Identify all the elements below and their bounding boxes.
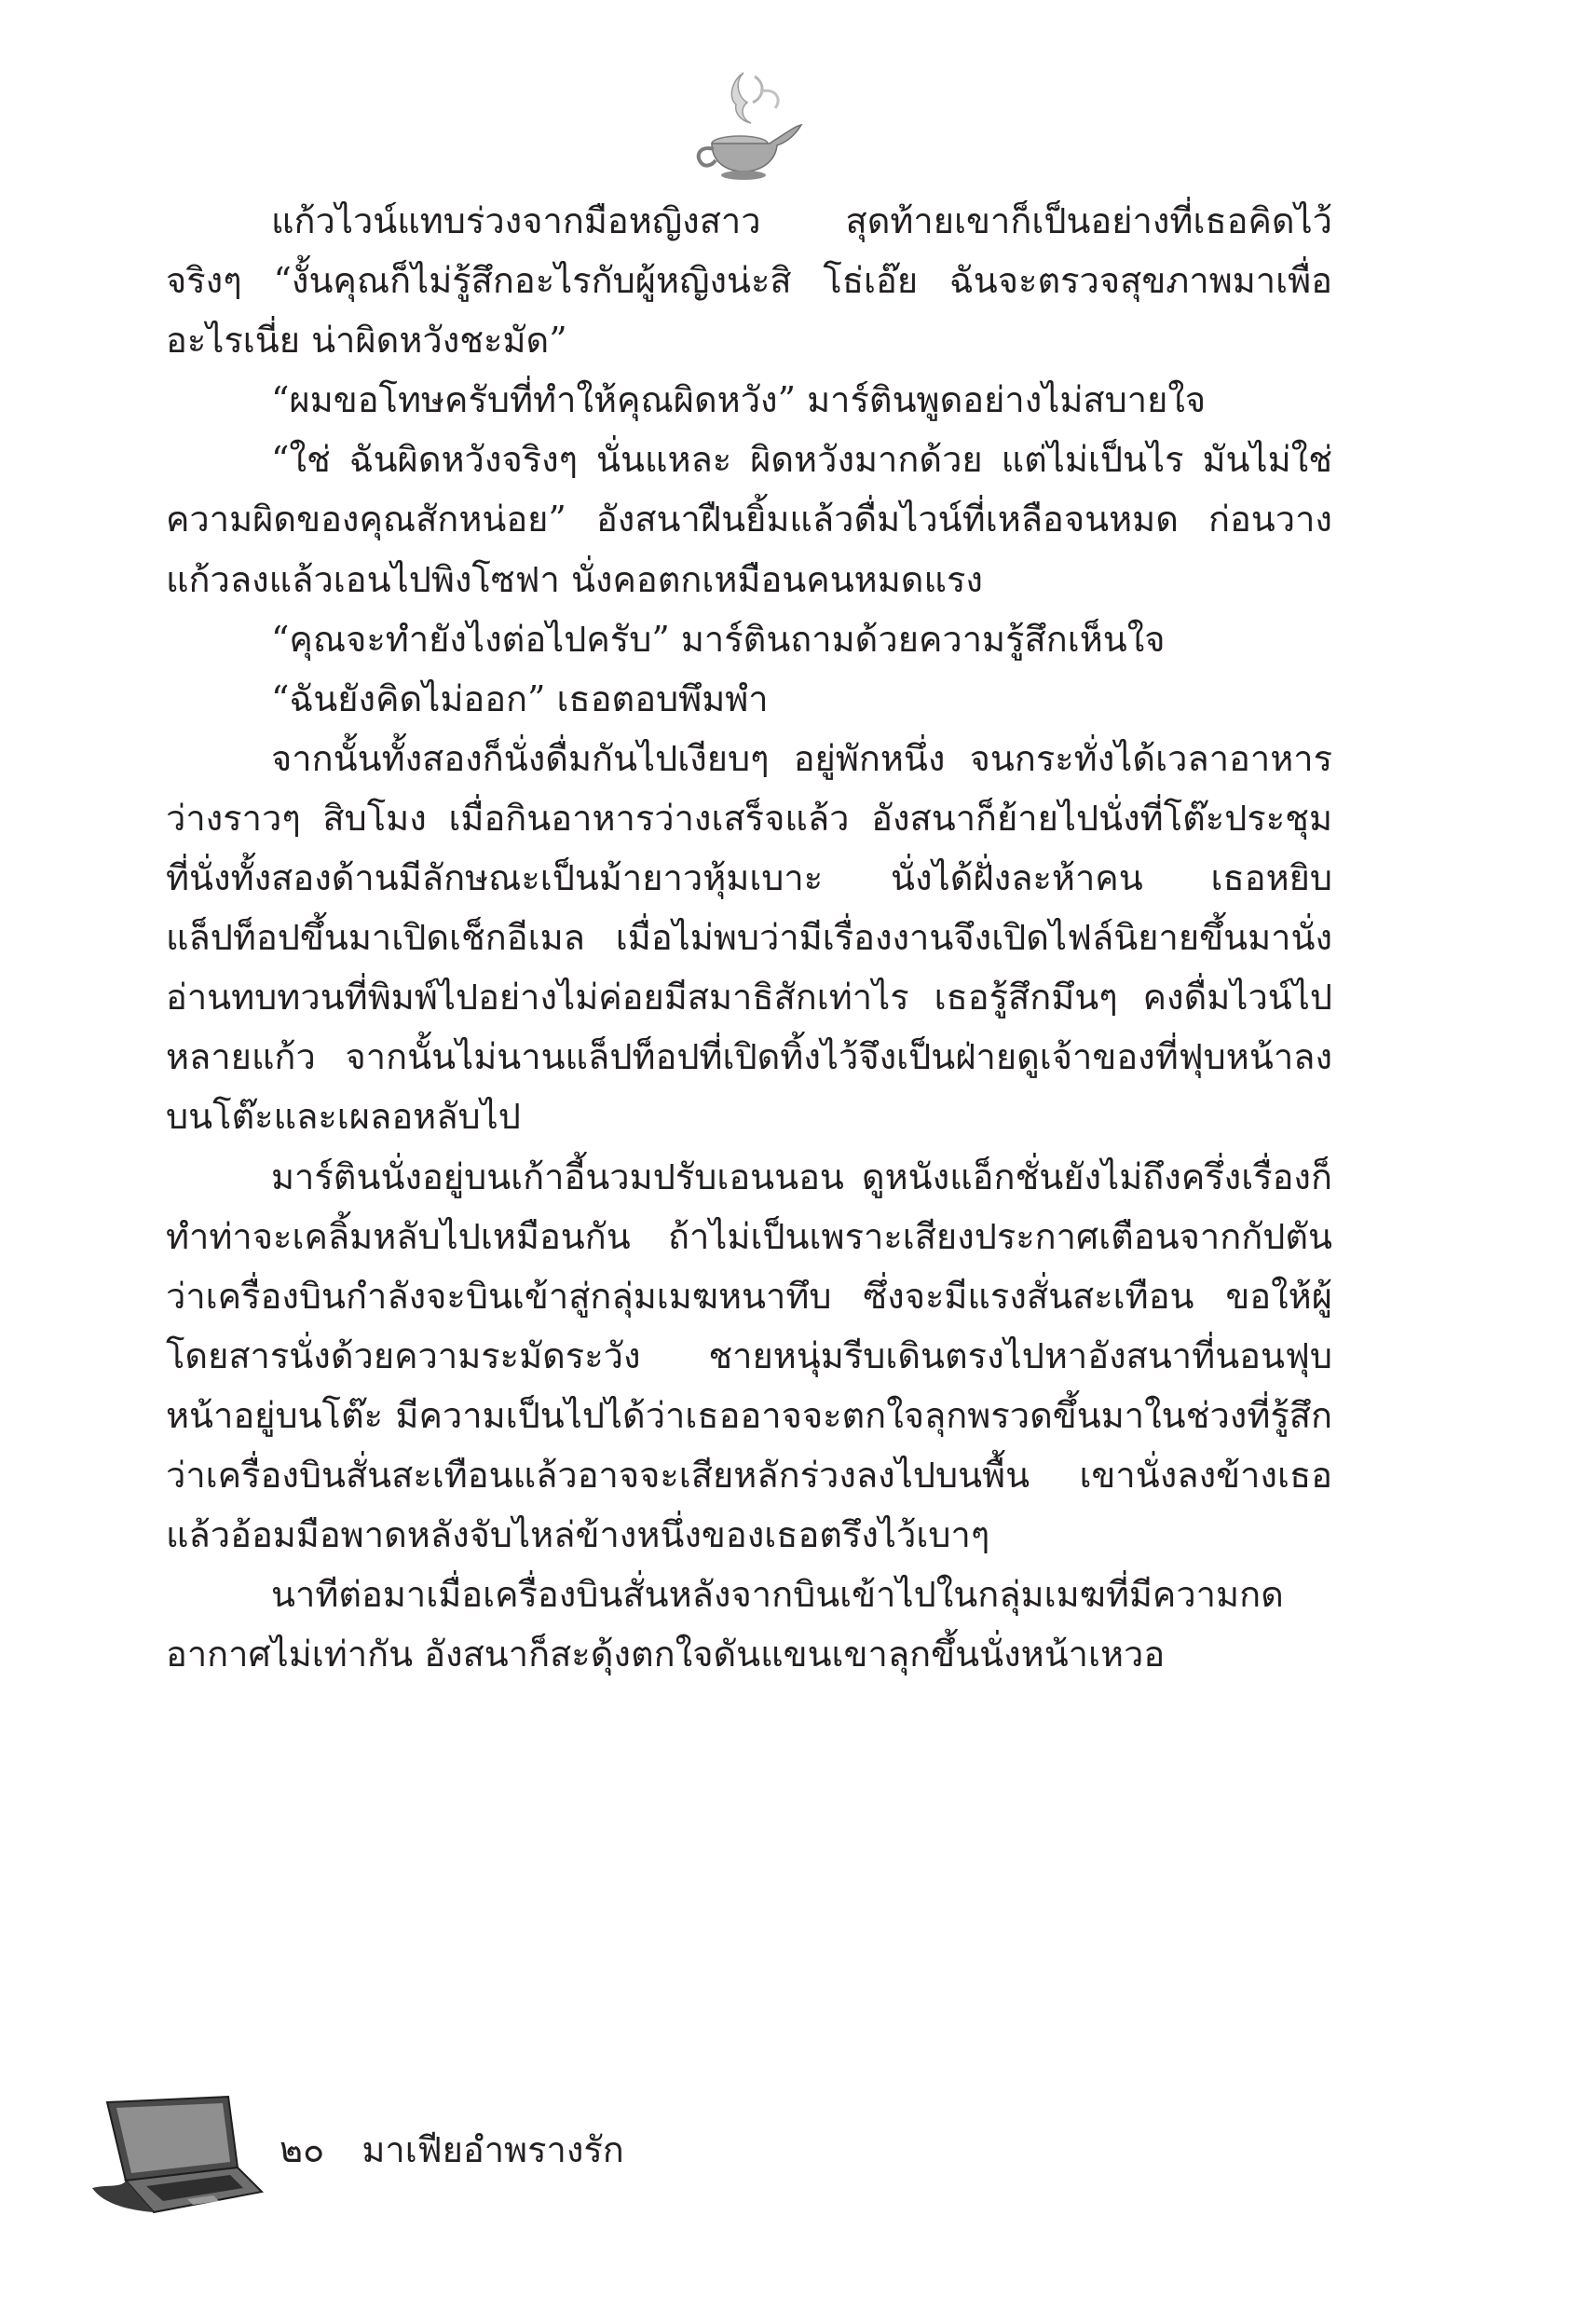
- paragraph: “ผมขอโทษครับที่ทำให้คุณผิดหวัง” มาร์ตินพูดอย่างไม่สบายใจ: [271, 379, 1207, 421]
- paragraph: “คุณจะทำยังไงต่อไปครับ” มาร์ตินถามด้วยความรู้สึกเห็นใจ: [271, 618, 1166, 660]
- book-title: มาเฟียอำพรางรัก: [361, 2129, 624, 2170]
- paragraph: นาทีต่อมาเมื่อเครื่องบินสั่นหลังจากบินเข้าไปในกลุ่มเมฆที่มีความกดอากาศไม่เท่ากัน อังสนาก็สะดุ้งตกใจดันแขนเขาลุกขึ้นนั่งหน้าเหวอ: [166, 1574, 1284, 1675]
- paragraph: “ใช่ ฉันผิดหวังจริงๆ นั่นแหละ ผิดหวังมากด้วย แต่ไม่เป็นไร มันไม่ใช่ความผิดของคุณสักหน่อย” อังสนาฝืนยิ้มแล้วดื่มไวน์ที่เหลือจนหมด ก่อนวางแก้วลงแล้วเอนไปพิงโซฟา นั่งคอตกเหมือนคนหมดแรง: [166, 439, 1332, 600]
- genie-lamp-icon: [686, 65, 807, 186]
- paragraph: “ฉันยังคิดไม่ออก” เธอตอบพึมพำ: [271, 677, 769, 719]
- story-text: [166, 191, 1332, 1684]
- paragraph: มาร์ตินนั่งอยู่บนเก้าอี้นวมปรับเอนนอน ดูหนังแอ็กชั่นยังไม่ถึงครึ่งเรื่องก็ทำท่าจะเคลิ้มหลับไปเหมือนกัน ถ้าไม่เป็นเพราะเสียงประกาศเตือนจากกัปตันว่าเครื่องบินกำลังจะบินเข้าสู่กลุ่มเมฆหนาทึบ ซึ่งจะมีแรงสั่นสะเทือน ขอให้ผู้โดยสารนั่งด้วยความระมัดระวัง ชายหนุ่มรีบเดินตรงไปหาอังสนาที่นอนฟุบหน้าอยู่บนโต๊ะ มีความเป็นไปได้ว่าเธออาจจะตกใจลุกพรวดขึ้นมาในช่วงที่รู้สึกว่าเครื่องบินสั่นสะเทือนแล้วอาจจะเสียหลักร่วงลงไปบนพื้น เขานั่งลงข้างเธอแล้วอ้อมมือพาดหลังจับไหล่ข้างหนึ่งของเธอตรึงไว้เบาๆ: [166, 1156, 1332, 1556]
- page-number: ๒๐: [280, 2129, 325, 2170]
- laptop-icon: [89, 2095, 266, 2216]
- paragraph: แก้วไวน์แทบร่วงจากมือหญิงสาว สุดท้ายเขาก็เป็นอย่างที่เธอคิดไว้จริงๆ “งั้นคุณก็ไม่รู้สึกอะไรกับผู้หญิงน่ะสิ โธ่เอ๊ย ฉันจะตรวจสุขภาพมาเพื่ออะไรเนี่ย น่าผิดหวังชะมัด”: [166, 200, 1332, 362]
- page-footer: [280, 2121, 624, 2178]
- paragraph: จากนั้นทั้งสองก็นั่งดื่มกันไปเงียบๆ อยู่พักหนึ่ง จนกระทั่งได้เวลาอาหารว่างราวๆ สิบโมง เมื่อกินอาหารว่างเสร็จแล้ว อังสนาก็ย้ายไปนั่งที่โต๊ะประชุม ที่นั่งทั้งสองด้านมีลักษณะเป็นม้ายาวหุ้มเบาะ นั่งได้ฝั่งละห้าคน เธอหยิบแล็ปท็อปขึ้นมาเปิดเช็กอีเมล เมื่อไม่พบว่ามีเรื่องงานจึงเปิดไฟล์นิยายขึ้นมานั่งอ่านทบทวนที่พิมพ์ไปอย่างไม่ค่อยมีสมาธิสักเท่าไร เธอรู้สึกมึนๆ คงดื่มไวน์ไปหลายแก้ว จากนั้นไม่นานแล็ปท็อปที่เปิดทิ้งไว้จึงเป็นฝ่ายดูเจ้าของที่ฟุบหน้าลงบนโต๊ะและเผลอหลับไป: [166, 737, 1332, 1138]
